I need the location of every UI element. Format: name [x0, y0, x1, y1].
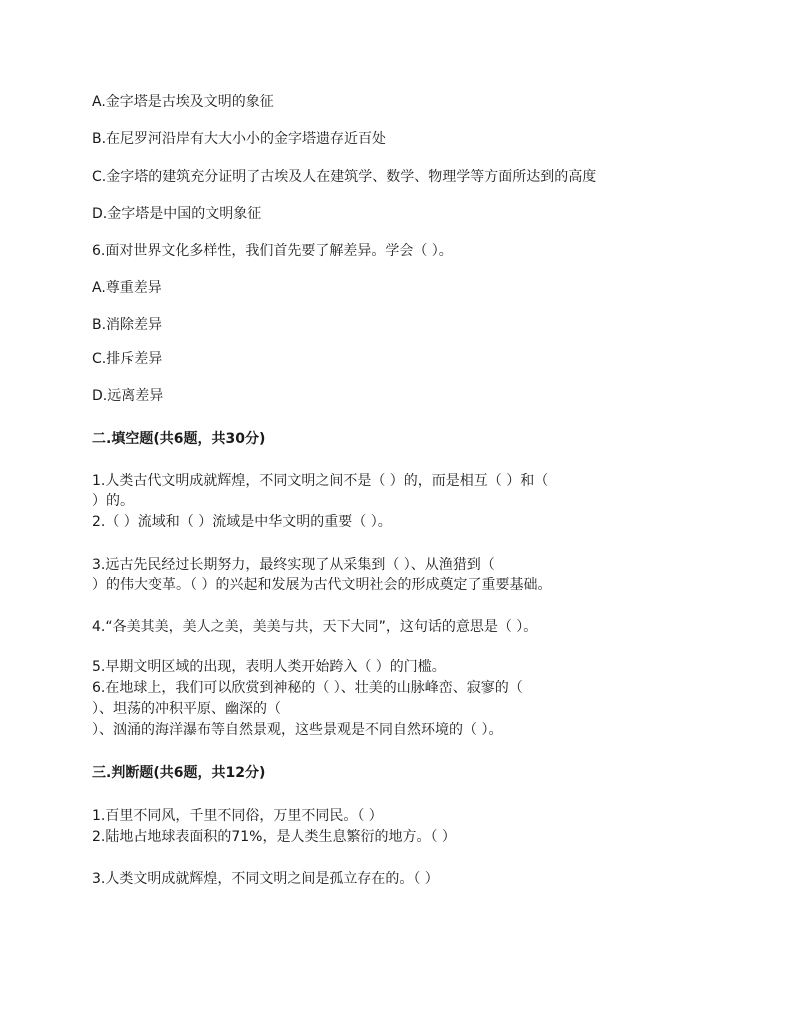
q5-option-a: A.金字塔是古埃及文明的象征 — [92, 94, 274, 110]
q6-option-b: B.消除差异 — [92, 317, 163, 333]
judge-q3: 3.人类文明成就辉煌，不同文明之间是孤立存在的。（ ） — [92, 871, 439, 887]
fill-q1-line1: 1.人类古代文明成就辉煌，不同文明之间不是（ ）的，而是相互（ ）和（ — [92, 473, 549, 489]
q6-option-a: A.尊重差异 — [92, 280, 162, 296]
judge-q2: 2.陆地占地球表面积的71%，是人类生息繁衍的地方。（ ） — [92, 829, 456, 845]
q6-option-d: D.远离差异 — [92, 388, 164, 404]
fill-q6-line2: ）、坦荡的冲积平原、幽深的（ — [92, 701, 281, 717]
fill-q5: 5.早期文明区域的出现，表明人类开始跨入（ ）的门槛。 — [92, 659, 446, 675]
fill-q3-line2: ）的伟大变革。（ ）的兴起和发展为古代文明社会的形成奠定了重要基础。 — [92, 577, 552, 593]
fill-q1-line2: ）的。 — [92, 493, 134, 509]
q5-option-b: B.在尼罗河沿岸有大大小小的金字塔遗存近百处 — [92, 131, 387, 147]
judge-q1: 1.百里不同风，千里不同俗，万里不同民。（ ） — [92, 808, 383, 824]
fill-q4: 4.“各美其美，美人之美，美美与共，天下大同”，这句话的意思是（ ）。 — [92, 619, 538, 635]
fill-q3-line1: 3.远古先民经过长期努力，最终实现了从采集到（ ）、从渔猎到（ — [92, 557, 495, 573]
q6-option-c: C.排斥差异 — [92, 351, 163, 367]
section-judge-heading: 三.判断题(共6题，共12分) — [92, 765, 266, 781]
section-fill-in-heading: 二.填空题(共6题，共30分) — [92, 431, 266, 447]
q5-option-d: D.金字塔是中国的文明象征 — [92, 206, 262, 222]
fill-q6-line3: ）、汹涌的海洋瀑布等自然景观，这些景观是不同自然环境的（ ）。 — [92, 722, 503, 738]
fill-q6-line1: 6.在地球上，我们可以欣赏到神秘的（ ）、壮美的山脉峰峦、寂寥的（ — [92, 680, 523, 696]
q5-option-c: C.金字塔的建筑充分证明了古埃及人在建筑学、数学、物理学等方面所达到的高度 — [92, 169, 597, 185]
q6-stem: 6.面对世界文化多样性，我们首先要了解差异。学会（ ）。 — [92, 243, 453, 259]
fill-q2: 2.（ ）流域和（ ）流域是中华文明的重要（ ）。 — [92, 514, 392, 530]
